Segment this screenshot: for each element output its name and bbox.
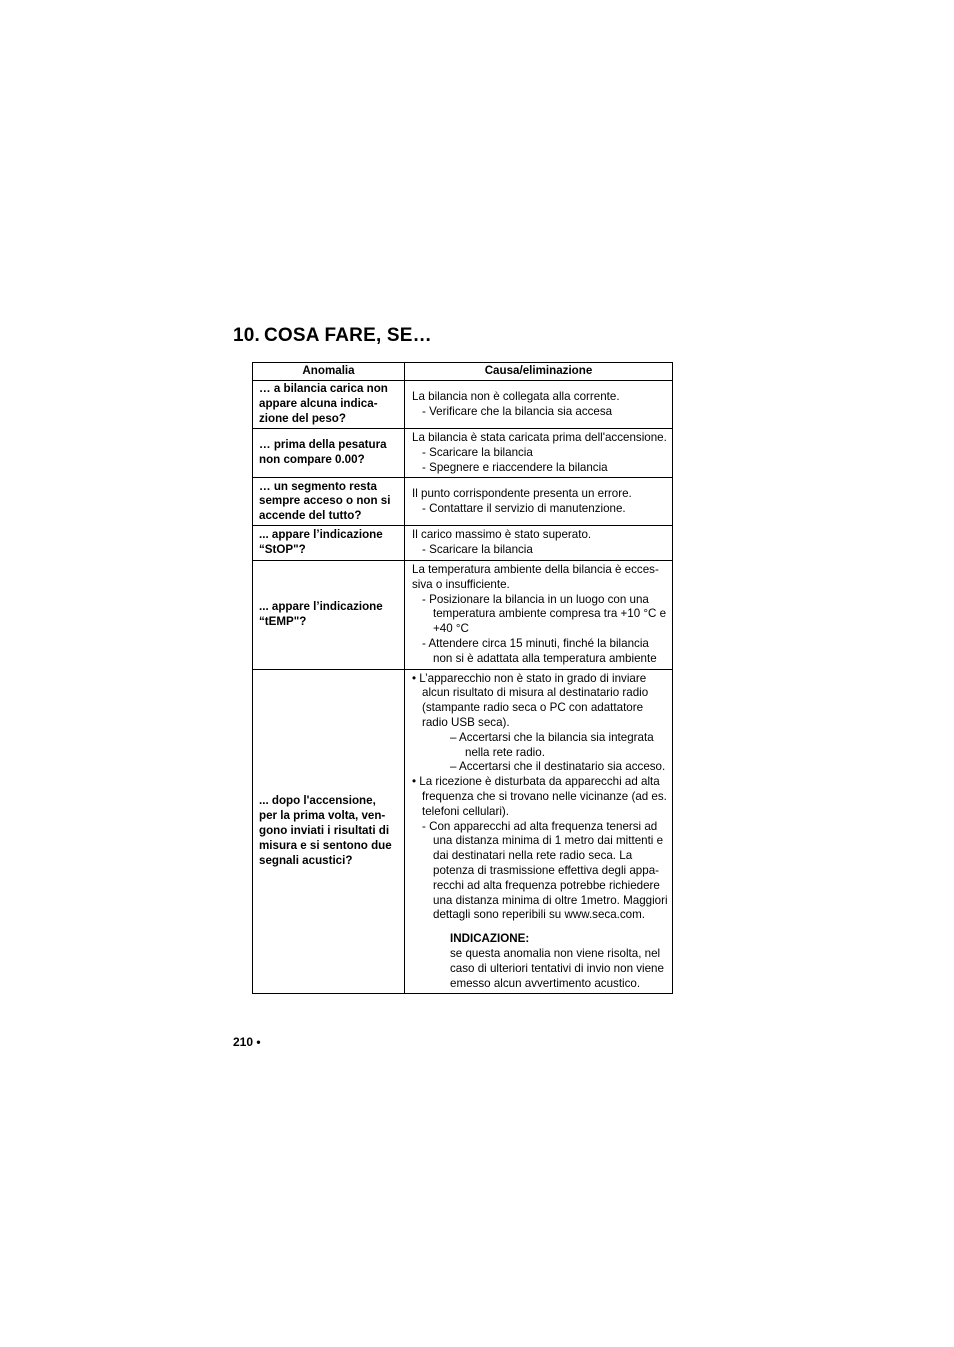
cause-line: La temperatura ambiente della bilancia è ecces- bbox=[412, 562, 659, 576]
remedy-line: - Spegnere e riaccendere la bilancia bbox=[422, 460, 608, 474]
anomaly-line: ... appare l’indicazione bbox=[259, 599, 383, 613]
remedy-line: – Accertarsi che la bilancia sia integrata bbox=[450, 730, 654, 744]
table-row bbox=[253, 381, 673, 429]
cause-cell bbox=[405, 560, 673, 669]
anomaly-line: misura e si sentono due bbox=[259, 838, 392, 852]
anomaly-cell bbox=[253, 381, 405, 429]
column-header-anomaly: Anomalia bbox=[253, 363, 405, 381]
note-line: se questa anomalia non viene risolta, nel bbox=[450, 946, 661, 960]
table-row bbox=[253, 429, 673, 478]
cause-line: radio USB seca). bbox=[422, 715, 510, 729]
cause-line: alcun risultato di misura al destinatario radio bbox=[422, 686, 649, 700]
remedy-line: - Attendere circa 15 minuti, finché la bilancia bbox=[422, 636, 649, 650]
anomaly-line: … un segmento resta bbox=[259, 479, 377, 493]
remedy-line: dettagli sono reperibili su www.seca.com. bbox=[433, 908, 646, 922]
section-number: 10. bbox=[233, 325, 261, 346]
note-line: caso di ulteriori tentativi di invio non viene bbox=[450, 961, 664, 975]
page-number: 210 • bbox=[233, 1035, 261, 1049]
table-row bbox=[253, 478, 673, 526]
note-line: emesso alcun avvertimento acustico. bbox=[450, 976, 641, 990]
remedy-line: - Con apparecchi ad alta frequenza tenersi ad bbox=[422, 819, 658, 833]
table-row bbox=[253, 560, 673, 669]
cause-bullet-line: • L’apparecchio non è stato in grado di inviare bbox=[412, 671, 647, 685]
cause-cell bbox=[405, 478, 673, 526]
anomaly-line: accende del tutto? bbox=[259, 509, 362, 523]
remedy-line: - Scaricare la bilancia bbox=[422, 445, 533, 459]
column-header-cause: Causa/eliminazione bbox=[405, 363, 673, 381]
remedy-line: - Contattare il servizio di manutenzione. bbox=[422, 501, 626, 515]
anomaly-cell bbox=[253, 478, 405, 526]
remedy-line: dai destinatari nella rete radio seca. La bbox=[433, 849, 633, 863]
troubleshooting-table bbox=[252, 362, 673, 994]
anomaly-line: zione del peso? bbox=[259, 411, 346, 425]
anomaly-cell bbox=[253, 669, 405, 994]
remedy-line: – Accertarsi che il destinatario sia acceso. bbox=[450, 760, 666, 774]
cause-cell bbox=[405, 526, 673, 561]
cause-line: Il punto corrispondente presenta un errore. bbox=[412, 487, 632, 501]
table-row bbox=[253, 526, 673, 561]
note-block bbox=[412, 932, 672, 991]
remedy-line: recchi ad alta frequenza potrebbe richiedere bbox=[433, 878, 660, 892]
cause-cell bbox=[405, 429, 673, 478]
remedy-line: - Verificare che la bilancia sia accesa bbox=[422, 404, 613, 418]
cause-line: frequenza che si trovano nelle vicinanze (ad es. bbox=[422, 789, 667, 803]
anomaly-line: “StOP"? bbox=[259, 543, 306, 557]
anomaly-cell bbox=[253, 526, 405, 561]
cause-line: La bilancia non è collegata alla corrente. bbox=[412, 389, 620, 403]
remedy-line: non si è adattata alla temperatura ambiente bbox=[433, 651, 657, 665]
anomaly-line: appare alcuna indica- bbox=[259, 397, 378, 411]
anomaly-line: … a bilancia carica non bbox=[259, 382, 388, 396]
anomaly-line: segnali acustici? bbox=[259, 853, 353, 867]
note-heading: INDICAZIONE: bbox=[450, 932, 530, 946]
remedy-line: - Posizionare la bilancia in un luogo con una bbox=[422, 592, 649, 606]
anomaly-line: non compare 0.00? bbox=[259, 453, 365, 467]
cause-line: (stampante radio seca o PC con adattatore bbox=[422, 701, 644, 715]
remedy-line: +40 °C bbox=[433, 622, 469, 636]
cause-bullet-line: • La ricezione è disturbata da apparecchi ad alta bbox=[412, 775, 660, 789]
cause-line: Il carico massimo è stato superato. bbox=[412, 528, 592, 542]
cause-cell bbox=[405, 669, 673, 994]
cause-line: La bilancia è stata caricata prima dell'accensione. bbox=[412, 431, 667, 444]
anomaly-line: ... dopo l'accensione, bbox=[259, 794, 376, 808]
remedy-line: temperatura ambiente compresa tra +10 °C e bbox=[433, 607, 667, 621]
remedy-line: - Scaricare la bilancia bbox=[422, 543, 533, 557]
anomaly-line: gono inviati i risultati di bbox=[259, 824, 390, 838]
cause-cell bbox=[405, 381, 673, 429]
anomaly-line: … prima della pesatura bbox=[259, 438, 387, 452]
section-title bbox=[233, 325, 432, 347]
anomaly-line: “tEMP"? bbox=[259, 614, 307, 628]
remedy-line: una distanza minima di 1 metro dai mittenti e bbox=[433, 834, 664, 848]
cause-line: telefoni cellulari). bbox=[422, 804, 509, 818]
anomaly-cell bbox=[253, 429, 405, 478]
anomaly-cell bbox=[253, 560, 405, 669]
anomaly-line: sempre acceso o non si bbox=[259, 494, 391, 508]
remedy-line: nella rete radio. bbox=[465, 745, 545, 759]
table-row bbox=[253, 669, 673, 994]
table-header-row bbox=[253, 363, 673, 381]
section-title-text: COSA FARE, SE… bbox=[264, 325, 432, 346]
remedy-line: una distanza minima di oltre 1metro. Maggiori bbox=[433, 893, 668, 907]
anomaly-line: per la prima volta, ven- bbox=[259, 809, 386, 823]
remedy-line: potenza di trasmissione effettiva degli appa- bbox=[433, 863, 659, 877]
cause-line: siva o insufficiente. bbox=[412, 577, 510, 591]
anomaly-line: ... appare l’indicazione bbox=[259, 528, 383, 542]
